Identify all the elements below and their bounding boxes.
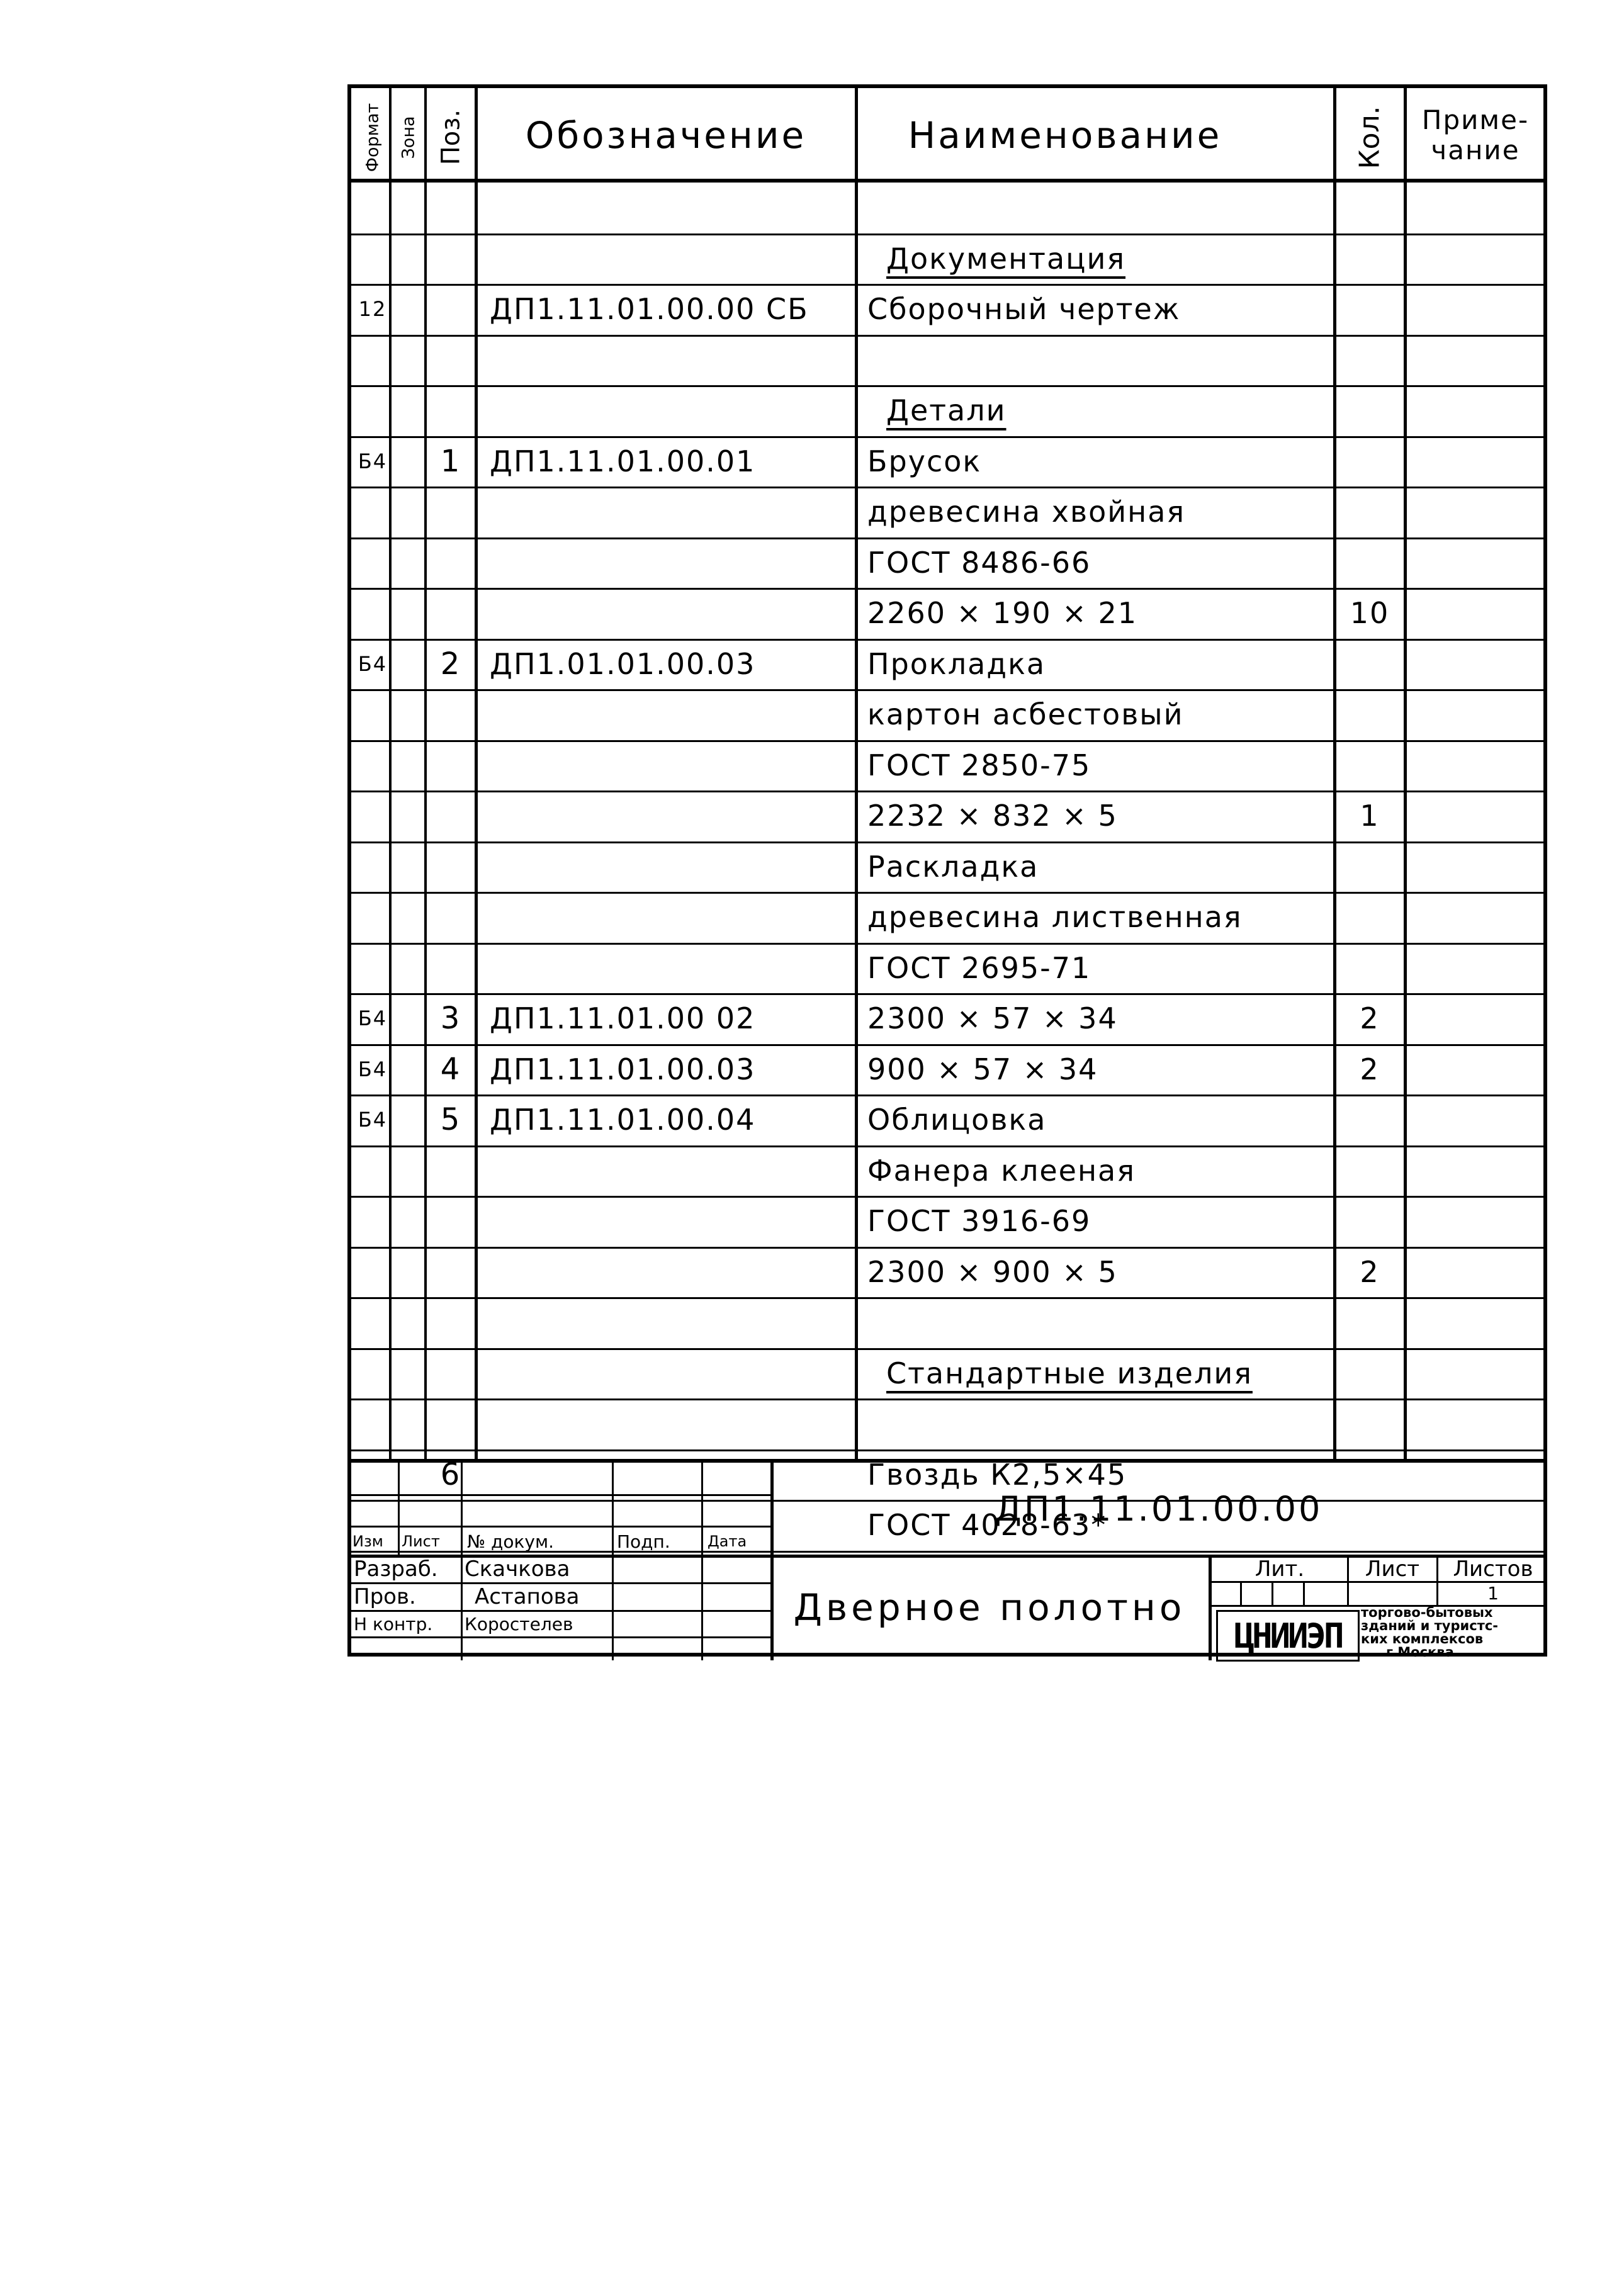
row-quantity [1337, 1297, 1402, 1348]
header-designation: Обозначение [525, 114, 807, 157]
row-name: 2260 × 190 × 21 [867, 596, 1137, 630]
tb-col-sign: Подп. [617, 1531, 670, 1552]
row-designation [490, 1145, 855, 1196]
row-zone [393, 1145, 424, 1196]
row-designation: ДП1.11.01.00.03 [490, 1052, 756, 1086]
row-position [427, 943, 475, 993]
row-zone [393, 335, 424, 385]
row-position [427, 284, 475, 334]
row-zone [393, 1095, 424, 1145]
table-row [351, 588, 1543, 638]
tb-lit-label: Лит. [1255, 1556, 1305, 1582]
table-row [351, 1348, 1543, 1398]
row-position [427, 385, 475, 436]
row-divider [351, 689, 1543, 691]
row-divider [351, 1297, 1543, 1299]
row-divider [351, 1247, 1543, 1249]
row-divider [351, 537, 1543, 539]
row-position [427, 1196, 475, 1246]
row-format: Б4 [358, 1108, 388, 1132]
table-row [351, 234, 1543, 284]
row-divider [351, 892, 1543, 894]
row-zone [393, 436, 424, 487]
tb-v [1303, 1581, 1305, 1605]
row-position [427, 487, 475, 537]
row-designation [490, 1196, 855, 1246]
org-line2: зданий и туристс- [1361, 1618, 1498, 1633]
row-position [427, 537, 475, 588]
row-designation: ДП1.01.01.00.03 [490, 646, 756, 681]
row-name [867, 1398, 1283, 1449]
tb-v [461, 1463, 463, 1660]
row-position [427, 588, 475, 638]
row-designation [490, 487, 855, 537]
row-designation [490, 385, 855, 436]
row-divider [351, 1145, 1543, 1147]
table-row [351, 1044, 1543, 1095]
row-name: 2300 × 57 × 34 [867, 1001, 1118, 1035]
tb-name-norm: Коростелев [465, 1613, 573, 1635]
tb-title: Дверное полотно [793, 1586, 1186, 1629]
row-zone [393, 689, 424, 740]
row-format [355, 740, 390, 791]
row-position [427, 1145, 475, 1196]
row-quantity [1337, 385, 1402, 436]
row-quantity [1337, 1095, 1402, 1145]
row-format [355, 385, 390, 436]
tb-line [351, 1636, 770, 1638]
tb-role-norm: Н контр. [354, 1613, 433, 1635]
row-format [355, 1196, 390, 1246]
row-divider [351, 436, 1543, 438]
row-zone [393, 1247, 424, 1297]
table-row [351, 537, 1543, 588]
row-designation [490, 1297, 855, 1348]
row-quantity [1337, 284, 1402, 334]
row-designation [490, 740, 855, 791]
row-zone [393, 1398, 424, 1449]
tb-v [1272, 1581, 1273, 1605]
row-name: ГОСТ 2850-75 [867, 748, 1091, 782]
table-row [351, 993, 1543, 1044]
row-zone [393, 487, 424, 537]
row-divider [351, 588, 1543, 590]
row-designation: ДП1.11.01.00 02 [490, 1001, 756, 1035]
header-note-line2: чание [1431, 135, 1520, 166]
row-designation [490, 791, 855, 841]
tb-col-izm: Изм [352, 1533, 383, 1550]
table-row [351, 487, 1543, 537]
header-pos: Поз. [436, 109, 466, 166]
row-designation [490, 943, 855, 993]
row-divider [351, 740, 1543, 742]
row-quantity [1337, 335, 1402, 385]
tb-v [612, 1463, 614, 1660]
row-quantity: 10 [1350, 596, 1390, 630]
row-divider [351, 335, 1543, 337]
table-row [351, 1297, 1543, 1348]
row-position: 4 [440, 1051, 461, 1087]
row-position: 2 [440, 646, 461, 682]
row-zone [393, 537, 424, 588]
row-format: Б4 [358, 449, 388, 473]
row-format [355, 791, 390, 841]
row-format [355, 335, 390, 385]
tb-sheets-value: 1 [1487, 1582, 1499, 1604]
row-designation [490, 335, 855, 385]
tb-v [1209, 1555, 1212, 1660]
table-row [351, 639, 1543, 689]
row-zone [393, 841, 424, 892]
table-row [351, 1145, 1543, 1196]
row-position: 6 [440, 1456, 461, 1492]
row-divider [351, 1398, 1543, 1400]
org-name [1361, 1606, 1547, 1660]
row-quantity [1337, 1348, 1402, 1398]
row-name: Раскладка [867, 849, 1039, 884]
tb-name-dev: Скачкова [465, 1556, 570, 1582]
tb-role-check: Пров. [354, 1584, 416, 1609]
row-quantity [1337, 1145, 1402, 1196]
table-row [351, 385, 1543, 436]
row-name: Стандартные изделия [886, 1356, 1253, 1390]
row-divider [351, 284, 1543, 286]
row-format [355, 1348, 390, 1398]
row-quantity [1337, 183, 1402, 233]
row-quantity [1337, 943, 1402, 993]
row-zone [393, 1196, 424, 1246]
table-row [351, 1247, 1543, 1297]
tb-doc-code: ДП1.11.01.00.00 [995, 1488, 1323, 1529]
row-zone [393, 993, 424, 1044]
tb-v [1240, 1581, 1242, 1605]
row-divider [351, 234, 1543, 235]
tb-v [701, 1463, 703, 1660]
tb-line [351, 1526, 770, 1528]
row-name: Сборочный чертеж [867, 292, 1181, 326]
row-name: Гвоздь К2,5×45 [867, 1457, 1127, 1492]
header-format: Формат [363, 103, 383, 172]
row-designation [490, 1247, 855, 1297]
row-name: ГОСТ 2695-71 [867, 950, 1091, 985]
tb-col-doc: № докум. [467, 1531, 555, 1552]
row-format [355, 537, 390, 588]
row-format: 12 [358, 297, 387, 321]
table-row [351, 284, 1543, 334]
row-position [427, 791, 475, 841]
tb-col-list: Лист [402, 1533, 440, 1550]
tb-sheets-label: Листов [1453, 1556, 1533, 1582]
table-row [351, 335, 1543, 385]
row-position [427, 841, 475, 892]
row-zone [393, 385, 424, 436]
row-designation [490, 234, 855, 284]
tb-role-dev: Разраб. [354, 1556, 438, 1582]
row-name: ГОСТ 4028-63* [867, 1508, 1107, 1542]
row-format [355, 183, 390, 233]
row-format [355, 841, 390, 892]
row-format: Б4 [358, 1057, 388, 1081]
row-quantity: 2 [1360, 1052, 1380, 1086]
tb-col-date: Дата [708, 1533, 747, 1550]
row-zone [393, 1297, 424, 1348]
row-format [355, 1398, 390, 1449]
row-name: 2232 × 832 × 5 [867, 799, 1118, 833]
org-line1: торгово-бытовых [1361, 1605, 1493, 1620]
row-divider [351, 943, 1543, 945]
table-row [351, 791, 1543, 841]
row-designation [490, 689, 855, 740]
row-designation [490, 588, 855, 638]
row-zone [393, 234, 424, 284]
spec-sheet-frame [347, 84, 1547, 1660]
row-divider [351, 487, 1543, 488]
row-designation [490, 1398, 855, 1449]
row-zone [393, 892, 424, 942]
row-name: 900 × 57 × 34 [867, 1052, 1098, 1086]
row-divider [351, 385, 1543, 387]
tb-v [1436, 1555, 1438, 1605]
row-format [355, 892, 390, 942]
row-name [867, 1297, 1283, 1348]
row-quantity [1337, 1196, 1402, 1246]
row-divider [351, 1348, 1543, 1350]
row-quantity [1337, 1398, 1402, 1449]
row-format [355, 1297, 390, 1348]
tb-v [1347, 1555, 1349, 1605]
row-quantity: 2 [1360, 1001, 1380, 1035]
row-name: Документация [886, 241, 1126, 276]
table-header [351, 88, 1543, 183]
tb-v [398, 1463, 400, 1555]
row-position [427, 892, 475, 942]
row-zone [393, 791, 424, 841]
row-format: Б4 [358, 651, 388, 676]
row-name: Прокладка [867, 646, 1046, 681]
row-name: древесина лиственная [867, 900, 1243, 934]
row-designation [490, 183, 855, 233]
row-designation: ДП1.11.01.00.04 [490, 1103, 756, 1137]
row-name: Брусок [867, 444, 982, 478]
row-name [867, 183, 1283, 233]
row-name: 2300 × 900 × 5 [867, 1254, 1118, 1289]
table-row [351, 841, 1543, 892]
row-name: картон асбестовый [867, 697, 1184, 731]
row-designation: ДП1.11.01.00.01 [490, 444, 756, 478]
row-quantity [1337, 689, 1402, 740]
row-format [355, 234, 390, 284]
row-zone [393, 639, 424, 689]
row-divider [351, 841, 1543, 843]
tb-name-check: Астапова [475, 1584, 580, 1609]
table-row [351, 183, 1543, 233]
row-format [355, 689, 390, 740]
header-zone: Зона [398, 115, 419, 159]
row-divider [351, 1196, 1543, 1198]
row-zone [393, 1044, 424, 1095]
row-position [427, 1348, 475, 1398]
row-quantity [1337, 740, 1402, 791]
table-row [351, 1398, 1543, 1449]
row-quantity [1337, 436, 1402, 487]
table-row [351, 943, 1543, 993]
row-quantity [1337, 234, 1402, 284]
row-divider [351, 993, 1543, 995]
row-format [355, 1145, 390, 1196]
header-qty: Кол. [1353, 105, 1386, 169]
row-name: Фанера клееная [867, 1153, 1136, 1188]
table-row [351, 436, 1543, 487]
row-position [427, 1398, 475, 1449]
row-position: 5 [440, 1102, 461, 1137]
header-note-line1: Приме- [1421, 104, 1530, 135]
row-position [427, 1247, 475, 1297]
row-designation [490, 537, 855, 588]
row-divider [351, 1044, 1543, 1046]
row-designation: ДП1.11.01.00.00 СБ [490, 292, 809, 326]
row-divider [351, 791, 1543, 792]
row-designation [490, 841, 855, 892]
row-position [427, 335, 475, 385]
row-name [867, 335, 1283, 385]
row-position: 1 [440, 443, 461, 479]
table-row [351, 689, 1543, 740]
row-designation [490, 892, 855, 942]
org-line3: ких комплексов [1361, 1631, 1484, 1646]
row-position [427, 740, 475, 791]
title-block [351, 1459, 1543, 1660]
table-row [351, 892, 1543, 942]
tb-sheet-label: Лист [1365, 1556, 1420, 1582]
row-name: ГОСТ 8486-66 [867, 545, 1091, 580]
row-divider [351, 1449, 1543, 1451]
row-position: 3 [440, 1001, 461, 1036]
table-row [351, 1196, 1543, 1246]
row-zone [393, 588, 424, 638]
row-quantity [1337, 841, 1402, 892]
table-row [351, 740, 1543, 791]
header-note [1406, 88, 1545, 183]
row-format [355, 1247, 390, 1297]
row-format: Б4 [358, 1006, 388, 1030]
row-zone [393, 284, 424, 334]
header-name: Наименование [908, 114, 1222, 157]
row-divider [351, 1095, 1543, 1096]
row-position [427, 183, 475, 233]
row-quantity [1337, 639, 1402, 689]
org-line4: г Москва. [1386, 1645, 1459, 1660]
row-designation [490, 1348, 855, 1398]
row-position [427, 689, 475, 740]
tb-line [351, 1494, 770, 1496]
row-zone [393, 1348, 424, 1398]
org-logo: ЦНИИЭП [1216, 1610, 1360, 1662]
row-zone [393, 943, 424, 993]
row-name: Детали [886, 393, 1006, 427]
row-zone [393, 183, 424, 233]
table-row [351, 1095, 1543, 1145]
row-quantity [1337, 892, 1402, 942]
row-format [355, 588, 390, 638]
row-name: древесина хвойная [867, 495, 1186, 529]
row-format [355, 943, 390, 993]
row-name: Облицовка [867, 1103, 1047, 1137]
row-position [427, 1297, 475, 1348]
row-quantity [1337, 487, 1402, 537]
row-quantity [1337, 537, 1402, 588]
row-zone [393, 740, 424, 791]
row-name: ГОСТ 3916-69 [867, 1204, 1091, 1238]
row-quantity: 2 [1360, 1254, 1380, 1289]
row-divider [351, 639, 1543, 641]
row-position [427, 234, 475, 284]
row-format [355, 487, 390, 537]
row-quantity: 1 [1360, 799, 1380, 833]
